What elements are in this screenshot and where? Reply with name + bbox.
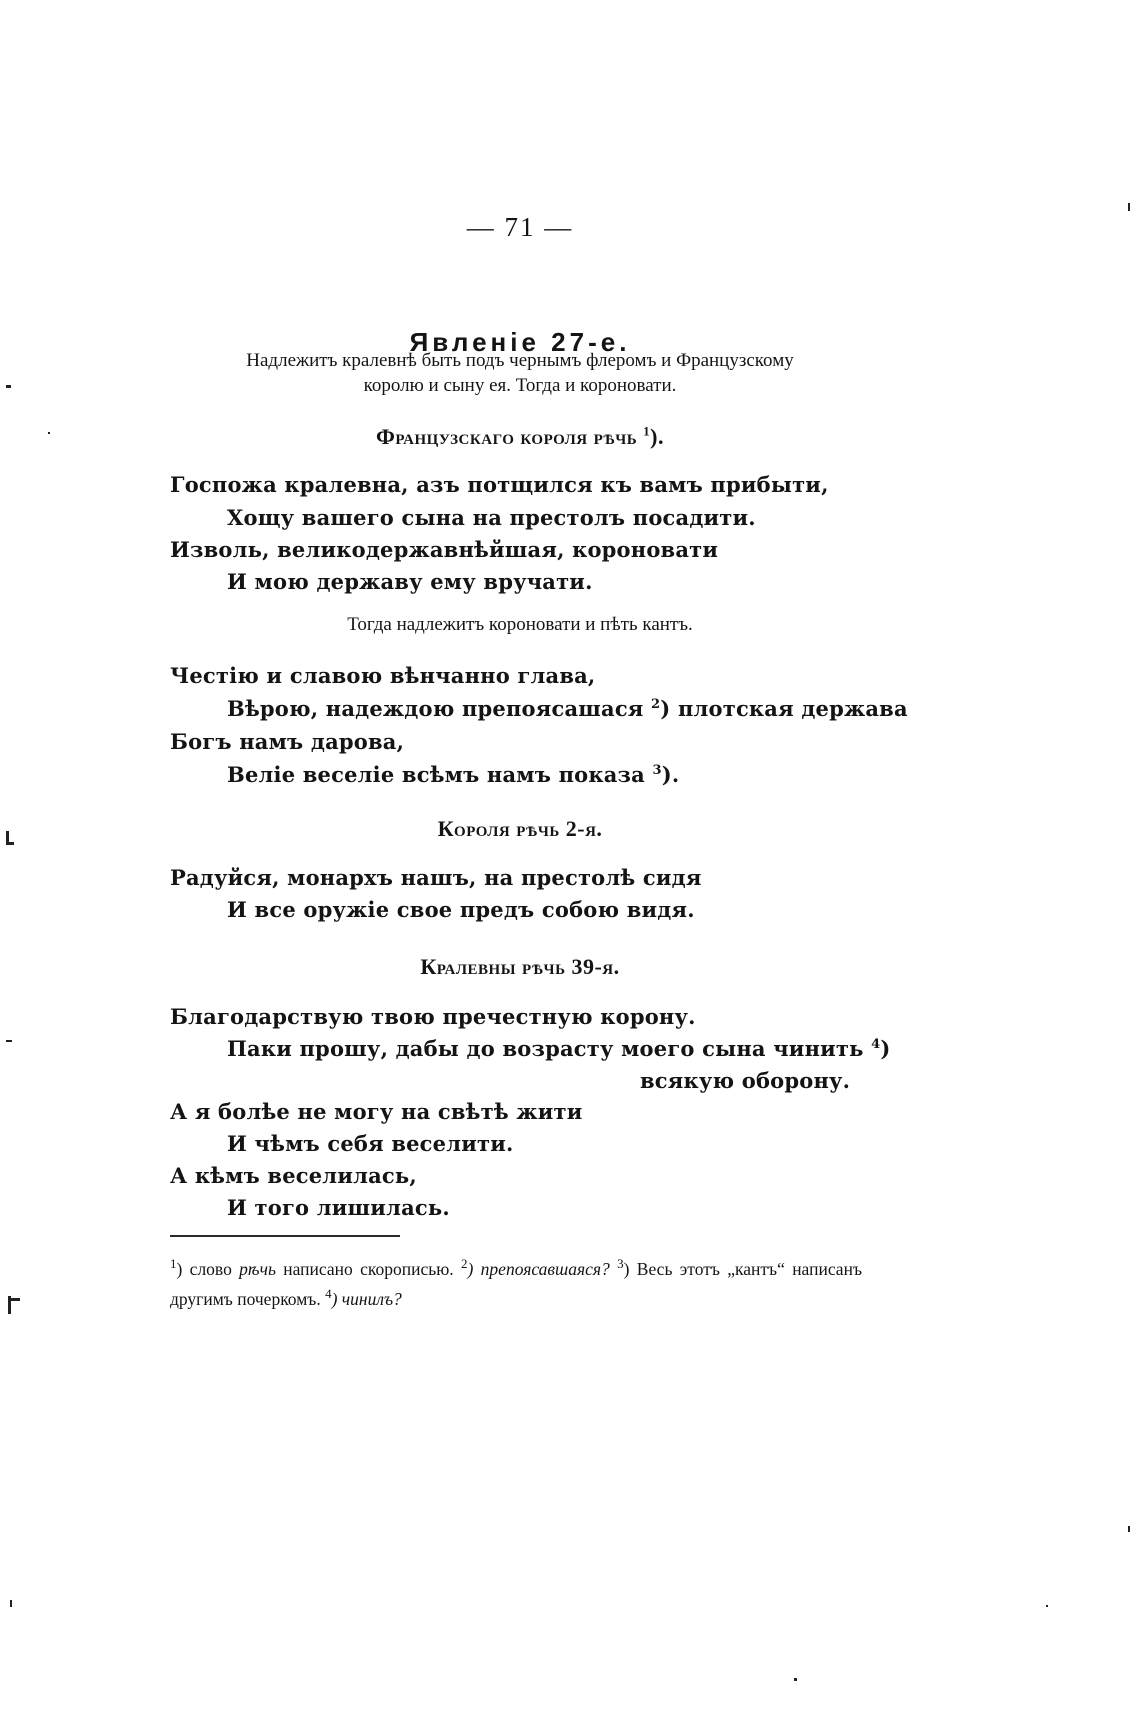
scan-speck	[1128, 1526, 1130, 1532]
footnote-rule	[170, 1235, 400, 1237]
footnote-italic: ) чинилъ?	[331, 1289, 402, 1309]
kant-line-text: ).	[661, 762, 680, 787]
verse-line: Радуйся, монархъ нашъ, на престолѣ сидя	[170, 865, 702, 890]
scan-speck	[8, 1298, 20, 1301]
footnote-ref: 4	[871, 1037, 881, 1052]
scan-speck	[1128, 203, 1130, 211]
kant-line-text: Веліе веселіе всѣмъ намъ показа	[227, 762, 645, 787]
kant-line	[227, 696, 908, 721]
kant-line-text: Вѣрою, надеждою препоясашася	[227, 696, 644, 721]
stage-direction-line-1: Надлежитъ кралевнѣ быть подъ чернымъ флеромъ и Французскому	[246, 350, 794, 371]
verse-line: И того лишилась.	[227, 1195, 450, 1220]
verse-line: И чѣмъ себя веселити.	[227, 1131, 514, 1156]
footnote-text: ) слово	[176, 1259, 240, 1279]
scan-speck	[48, 432, 50, 434]
verse-line: И мою державу ему вручати.	[227, 569, 593, 594]
footnote-italic: ) препоясавшаяся?	[467, 1259, 610, 1279]
stage-direction-kant: Тогда надлежитъ короновати и пѣть кантъ.	[347, 614, 693, 635]
footnote-italic: рѣчь	[239, 1259, 276, 1279]
speaker-heading-king: Короля рѣчь 2-я.	[437, 816, 603, 841]
stage-direction-line-2: королю и сыну ея. Тогда и короновати.	[363, 375, 677, 396]
verse-line-continuation: всякую оборону.	[640, 1068, 851, 1093]
footnote-number: 3	[617, 1256, 624, 1272]
footnotes	[170, 1254, 862, 1314]
scan-speck	[1046, 1605, 1048, 1607]
verse-line: И все оружіе свое предъ собою видя.	[227, 897, 695, 922]
scan-speck	[6, 385, 11, 388]
scan-speck	[10, 1600, 12, 1607]
footnote-ref: 3	[652, 763, 662, 778]
speaker-name: Французскаго короля рѣчь	[376, 424, 638, 449]
scan-speck	[6, 1040, 12, 1042]
footnote-number: 1	[170, 1256, 177, 1272]
page-number: — 71 —	[466, 212, 574, 242]
speaker-heading-french-king	[0, 424, 1040, 450]
kant-line: Честію и славою вѣнчанно глава,	[170, 663, 596, 688]
footnote-number: 4	[325, 1286, 332, 1302]
footnote-ref: 2	[651, 697, 661, 712]
speaker-heading-close: ).	[650, 424, 664, 449]
verse-line: Благодарствую твою пречестную корону.	[170, 1004, 696, 1029]
scan-speck	[6, 842, 14, 845]
verse-line	[227, 1036, 891, 1061]
speaker-heading-queen: Кралевны рѣчь 39-я.	[420, 954, 620, 979]
verse-line-text: )	[880, 1036, 891, 1061]
footnote-text: написано скорописью.	[275, 1259, 462, 1279]
verse-line: А кѣмъ веселилась,	[170, 1163, 417, 1188]
verse-line: Хощу вашего сына на престолъ посадити.	[227, 505, 756, 530]
verse-line: Изволь, великодержавнѣйшая, короновати	[170, 537, 719, 562]
scene-title: Явленіе 27-е.	[409, 327, 631, 357]
scan-speck	[794, 1678, 797, 1681]
footnote-text: ) Весь этотъ „кантъ“ написанъ другимъ почеркомъ.	[170, 1259, 862, 1309]
verse-line: Госпожа кралевна, азъ потщился къ вамъ прибыти,	[170, 472, 829, 497]
kant-line	[227, 762, 679, 787]
verse-line-text: Паки прошу, дабы до возрасту моего сына чинить	[227, 1036, 864, 1061]
footnote-ref: 1	[643, 423, 651, 439]
footnote-number: 2	[461, 1256, 468, 1272]
kant-line-text: ) плотская держава	[660, 696, 908, 721]
kant-line: Богъ намъ дарова,	[170, 729, 405, 754]
verse-line: А я болѣе не могу на свѣтѣ жити	[170, 1099, 583, 1124]
